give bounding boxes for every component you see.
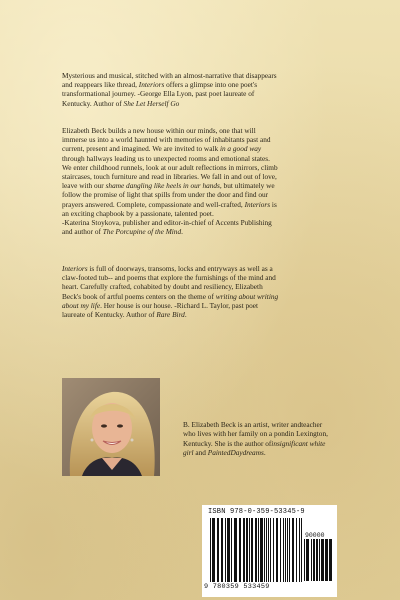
text-line (62, 227, 330, 236)
text-run: follow the promise of light that spills from under the door and find our (62, 190, 269, 200)
text-line (62, 126, 330, 135)
barcode-bar (249, 518, 250, 582)
text-run: Beck's book of artful poems centers on the theme of (62, 291, 216, 301)
barcode-bar (268, 518, 269, 582)
text-run: staircases, touch furniture and read in libraries. We fall in and out of love, (62, 172, 277, 182)
italic-text: insignificant white girl (183, 438, 326, 457)
barcode-bar (239, 518, 241, 582)
author-portrait-image (62, 378, 160, 476)
barcode-bar (258, 518, 259, 582)
text-line (62, 190, 330, 199)
text-line (230, 448, 265, 457)
text-run: an exciting chapbook by a passionate, talented poet. (62, 208, 214, 218)
italic-text: shame dangling like heels in our hands (105, 181, 220, 191)
barcode-bar (321, 539, 324, 581)
barcode-bar (243, 518, 245, 582)
isbn-barcode (202, 505, 337, 597)
barcode-bar (319, 539, 320, 581)
text-run: and reappears like thread, (62, 80, 139, 90)
barcode-bar (329, 539, 332, 581)
text-line (62, 135, 330, 144)
text-run: B. Elizabeth Beck is an artist, writer and (183, 420, 302, 429)
text-line (62, 264, 330, 273)
text-run: -Katerina Stoykova, publisher and editor-in-chief of Accents Publishing (62, 218, 272, 228)
text-run: . (263, 447, 266, 457)
text-run: is full of doorways, transoms, locks and entryways as well as a (87, 264, 273, 273)
italic-text: writing about writing (215, 291, 279, 301)
barcode-bar (306, 539, 309, 581)
barcode-bar (283, 518, 284, 582)
price-code: 90000 (305, 532, 325, 539)
text-run: . (184, 310, 187, 320)
barcode-bar (212, 518, 215, 582)
barcode-bar (231, 518, 232, 582)
barcode-bar (276, 518, 278, 582)
italic-text: Interiors (62, 264, 88, 273)
barcode-bar (280, 518, 281, 582)
italic-text: about my life (62, 300, 101, 310)
blurb-katerina-stoykova (62, 126, 330, 236)
italic-text: Interiors (244, 199, 271, 209)
text-line (62, 301, 330, 310)
barcode-bar (287, 518, 288, 582)
isbn-label: ISBN 978-0-359-53345-9 (208, 508, 305, 516)
barcode-bar (234, 518, 237, 582)
barcode-bar (289, 518, 290, 582)
text-run: is (270, 199, 277, 209)
barcode-bar (316, 539, 318, 581)
text-run: leave with our (62, 181, 106, 191)
text-line (62, 273, 330, 282)
barcode-bar (292, 518, 294, 582)
text-run: prayers answered. Complete, compassionate and well-crafted, (62, 199, 245, 209)
text-run: claw-footed tub-- and poems that explore the furnishings of the mind and (62, 273, 276, 283)
barcode-bar (217, 518, 219, 582)
italic-text: The Porcupine of the Mind (102, 227, 182, 237)
text-run: . Her house is our house. -Richard L. Taylor, past poet (100, 300, 259, 310)
barcode-main-bars (210, 518, 302, 582)
text-run: We enter childhood runnels, look at our adult reflections in mirrors, climb (62, 162, 278, 172)
text-run: and author of (62, 227, 103, 237)
text-run: heart. Carefully crafted, cohabited by doubt and resiliency, Elizabeth (62, 282, 263, 292)
barcode-bar (304, 539, 305, 581)
barcode-bar (296, 518, 297, 582)
barcode-bar (251, 518, 253, 582)
text-line (62, 163, 330, 172)
italic-text: in a good way (219, 144, 262, 154)
author-photo (62, 378, 160, 476)
text-line (62, 218, 330, 227)
text-run: Elizabeth Beck builds a new house within our minds, one that will (62, 126, 256, 135)
text-line (62, 310, 330, 319)
barcode-bar (270, 518, 271, 582)
text-line (62, 200, 330, 209)
text-line (183, 420, 301, 429)
barcode-bar (325, 539, 328, 581)
text-line (62, 292, 330, 301)
barcode-addon-bars (304, 539, 332, 581)
blurb-george-ella-lyon (62, 71, 330, 108)
italic-text: Daydreams (230, 447, 264, 457)
text-line (62, 172, 330, 181)
text-run: offers a glimpse into one poet's (164, 80, 258, 90)
text-line (62, 154, 330, 163)
barcode-bar (225, 518, 226, 582)
italic-text: She Let Herself Go (123, 98, 180, 108)
text-run: laureate of Kentucky. Author of (62, 310, 157, 320)
author-bio (183, 420, 333, 457)
italic-text: Rare Bird (156, 310, 185, 320)
italic-text: Interiors (138, 80, 165, 90)
barcode-bar (260, 518, 263, 582)
blurb-richard-taylor (62, 264, 330, 319)
text-run: Mysterious and musical, stitched with an almost-narrative that disappears (62, 71, 277, 80)
barcode-bar (227, 518, 230, 582)
text-line (62, 80, 330, 89)
text-run: , but ultimately we (219, 181, 275, 191)
barcode-bar (313, 539, 315, 581)
barcode-bar (311, 539, 312, 581)
barcode-bar (266, 518, 267, 582)
text-line (62, 209, 330, 218)
text-line (62, 89, 330, 98)
text-run: and (193, 447, 208, 457)
barcode-bar (299, 518, 300, 582)
text-run: teacher who lives with her family on a pond (183, 420, 323, 439)
text-line (62, 282, 330, 291)
text-run: in Lexington, Kentucky. She is the author of (183, 429, 328, 448)
text-line (62, 99, 330, 108)
text-line (62, 144, 330, 153)
barcode-bar (264, 518, 265, 582)
text-line (62, 181, 330, 190)
text-run: immerse us into a world haunted with memories of inhabitants past and (62, 135, 271, 145)
text-run: transformational journey. -George Ella Lyon, past poet laureate of (62, 89, 255, 99)
text-run: Kentucky. Author of (62, 98, 124, 108)
barcode-bar (285, 518, 286, 582)
barcode-bar (221, 518, 223, 582)
text-line (62, 71, 330, 80)
barcode-bar (273, 518, 274, 582)
text-run: . (181, 227, 183, 237)
text-run: current, present and imagined. We are invited to walk (62, 144, 220, 154)
barcode-bar (210, 518, 211, 582)
barcode-bar (301, 518, 302, 582)
barcode-digits: 9 780359 533459 (204, 583, 270, 591)
text-run: through hallways leading us to unexpected rooms and emotional states. (62, 153, 270, 163)
italic-text: Painted (207, 447, 231, 457)
barcode-bar (246, 518, 248, 582)
barcode-bar (255, 518, 257, 582)
